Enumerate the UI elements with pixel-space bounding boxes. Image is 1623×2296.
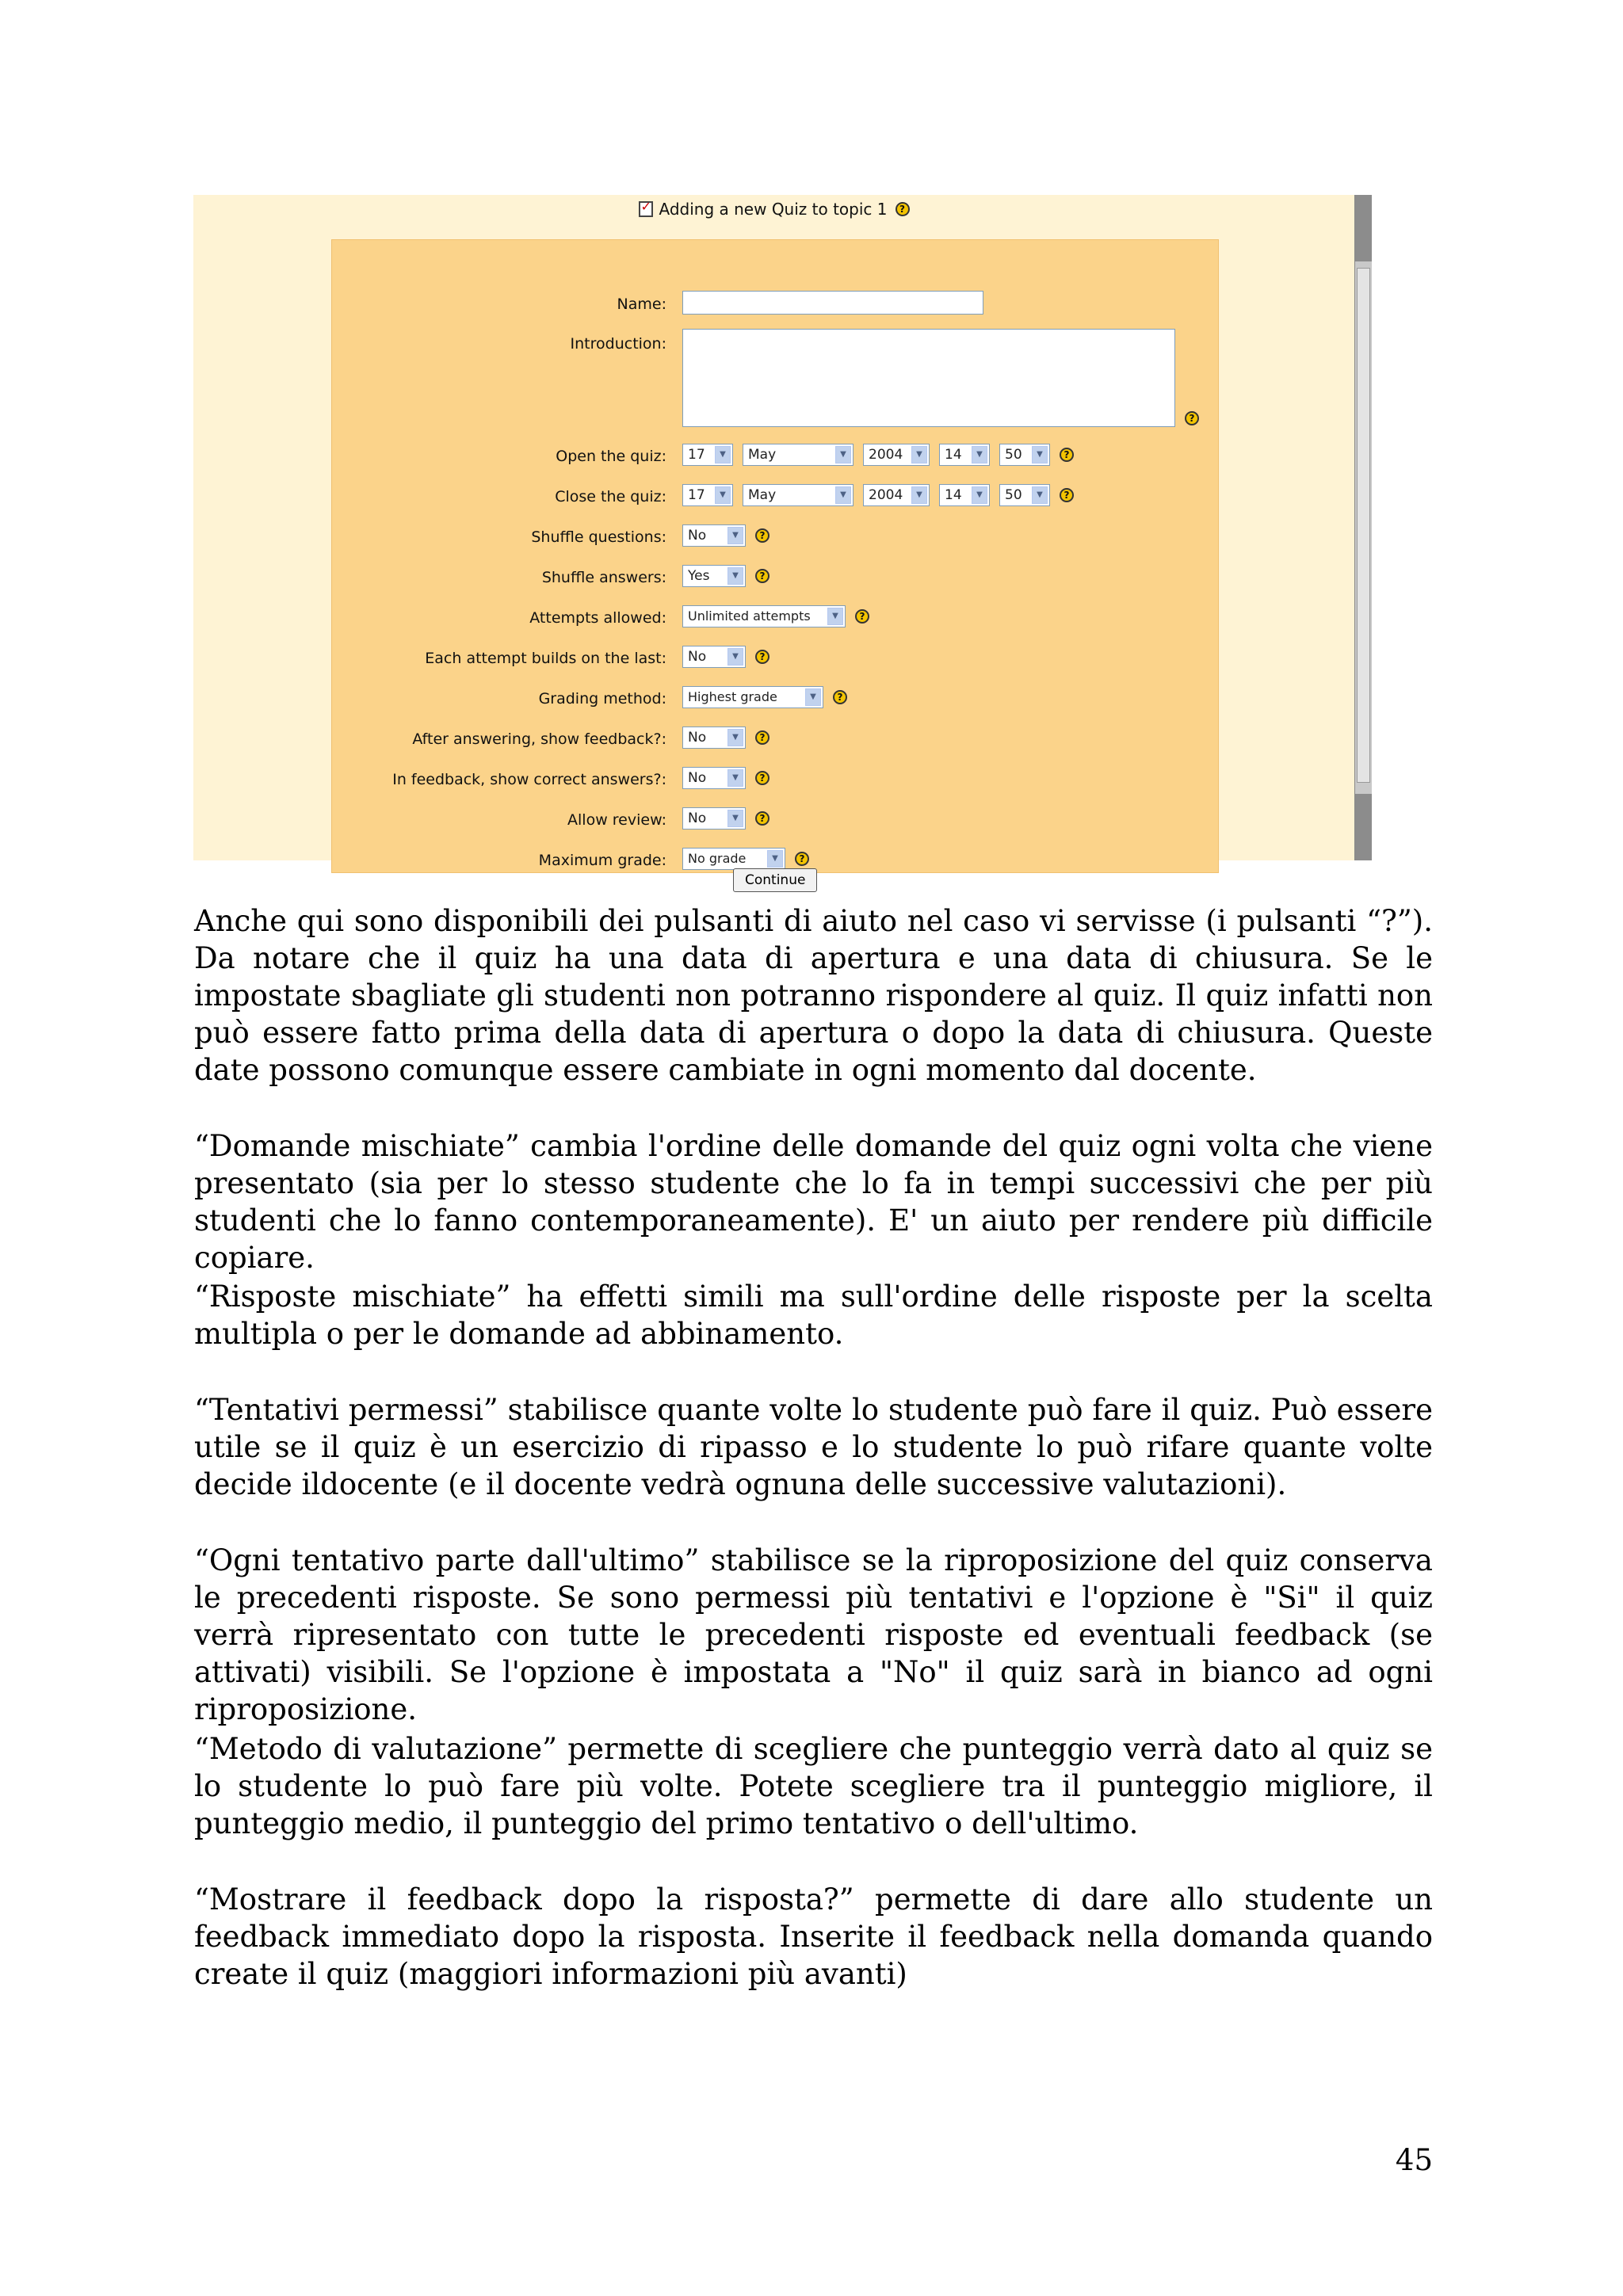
row-open-quiz <box>332 441 1218 468</box>
help-icon[interactable]: ? <box>1060 488 1074 502</box>
show-correct-label: In feedback, show correct answers?: <box>392 771 666 788</box>
help-icon[interactable]: ? <box>1185 411 1199 425</box>
builds-on-last-select[interactable]: No ▼ <box>682 646 746 668</box>
shuffle-answers-label: Shuffle answers: <box>541 569 666 586</box>
help-icon[interactable]: ? <box>795 852 809 866</box>
quiz-icon <box>639 201 653 217</box>
introduction-label: Introduction: <box>570 335 666 353</box>
help-icon[interactable]: ? <box>755 569 769 583</box>
scrollbar[interactable] <box>1354 195 1372 860</box>
close-hour-select[interactable]: 14 ▼ <box>939 484 990 506</box>
help-icon[interactable]: ? <box>755 771 769 785</box>
row-shuffle-answers <box>332 563 1218 589</box>
open-day-select[interactable]: 17 ▼ <box>682 444 733 466</box>
allow-review-select[interactable]: No ▼ <box>682 807 746 830</box>
close-minute-select[interactable]: 50 ▼ <box>999 484 1050 506</box>
name-input[interactable] <box>682 291 983 315</box>
help-icon[interactable]: ? <box>755 811 769 826</box>
paragraph-feedback: “Mostrare il feedback dopo la risposta?” permette di dare allo studente un feedback immediato dopo la risposta. Inserite il feedback nella domanda quando create il quiz (maggiori informazioni più avanti) <box>194 1882 1433 1991</box>
show-feedback-select[interactable]: No ▼ <box>682 727 746 749</box>
help-icon[interactable]: ? <box>755 528 769 543</box>
shuffle-questions-label: Shuffle questions: <box>531 528 666 546</box>
row-close-quiz <box>332 482 1218 509</box>
continue-button[interactable]: Continue <box>733 868 817 892</box>
help-icon[interactable]: ? <box>833 690 847 704</box>
shuffle-questions-select[interactable]: No ▼ <box>682 524 746 547</box>
close-day-select[interactable]: 17 ▼ <box>682 484 733 506</box>
maximum-grade-label: Maximum grade: <box>538 852 666 869</box>
grading-method-select[interactable]: Highest grade ▼ <box>682 686 823 708</box>
help-icon[interactable]: ? <box>1060 448 1074 462</box>
name-label: Name: <box>617 296 666 313</box>
help-icon[interactable]: ? <box>755 650 769 664</box>
quiz-form-screenshot <box>193 195 1372 888</box>
help-icon[interactable]: ? <box>896 202 910 216</box>
paragraph-help-buttons: Anche qui sono disponibili dei pulsanti di aiuto nel caso vi servisse (i pulsanti “?”). Da notare che il quiz ha una data di apertura e una data di chiusura. Se le impostate sbagliate gli studenti non potranno rispondere al quiz. Il quiz infatti non può essere fatto prima della data di apertura o dopo la data di chiusura. Queste date possono comunque essere cambiate in ogni momento dal docente. <box>194 904 1433 1087</box>
paragraph-attempts: “Tentativi permessi” stabilisce quante volte lo studente può fare il quiz. Può essere utile se il quiz è un esercizio di ripasso e lo studente lo può rifare quante volte decide ildocente (e il docente vedrà ognuna delle successive valutazioni). <box>194 1393 1433 1501</box>
close-month-select[interactable]: May ▼ <box>743 484 854 506</box>
grading-method-label: Grading method: <box>538 690 666 707</box>
form-title: Adding a new Quiz to topic 1 <box>659 200 888 219</box>
row-shuffle-questions <box>332 522 1218 549</box>
help-icon[interactable]: ? <box>755 730 769 745</box>
row-grading-method <box>332 684 1218 711</box>
quiz-settings-panel <box>331 239 1219 888</box>
show-feedback-label: After answering, show feedback?: <box>412 730 666 748</box>
open-minute-select[interactable]: 50 ▼ <box>999 444 1050 466</box>
form-header <box>193 195 1354 223</box>
open-hour-select[interactable]: 14 ▼ <box>939 444 990 466</box>
show-correct-select[interactable]: No ▼ <box>682 767 746 789</box>
allow-review-label: Allow review: <box>567 811 666 829</box>
paragraph-grading-method: “Metodo di valutazione” permette di scegliere che punteggio verrà dato al quiz se lo studente lo può fare più volte. Potete scegliere tra il punteggio migliore, il punteggio medio, il punteggio del primo tentativo o dell'ultimo. <box>194 1732 1433 1840</box>
scroll-up-button[interactable] <box>1355 195 1372 261</box>
introduction-textarea[interactable] <box>682 329 1175 427</box>
row-builds-on-last <box>332 643 1218 670</box>
row-attempts <box>332 603 1218 630</box>
builds-on-last-label: Each attempt builds on the last: <box>425 650 666 667</box>
open-quiz-label: Open the quiz: <box>556 448 666 465</box>
scroll-down-button[interactable] <box>1355 794 1372 860</box>
page-number: 45 <box>1395 2143 1433 2177</box>
paragraph-builds-on-last: “Ogni tentativo parte dall'ultimo” stabilisce se la riproposizione del quiz conserva le precedenti risposte. Se sono permessi più tentativi e l'opzione è "Si" il quiz verrà ripresentato con tutte le precedenti risposte ed eventuali feedback (se attivati) visibili. Se l'opzione è impostata a "No" il quiz sarà in bianco ad ogni riproposizione. <box>194 1543 1433 1726</box>
paragraph-shuffle-answers: “Risposte mischiate” ha effetti simili ma sull'ordine delle risposte per la scelta multipla o per le domande ad abbinamento. <box>194 1280 1433 1351</box>
open-month-select[interactable]: May ▼ <box>743 444 854 466</box>
shuffle-answers-select[interactable]: Yes ▼ <box>682 565 746 587</box>
close-quiz-label: Close the quiz: <box>555 488 666 505</box>
attempts-label: Attempts allowed: <box>529 609 666 627</box>
row-allow-review <box>332 805 1218 832</box>
close-year-select[interactable]: 2004 ▼ <box>863 484 930 506</box>
help-icon[interactable]: ? <box>855 609 869 624</box>
scroll-thumb[interactable] <box>1357 268 1370 783</box>
row-introduction <box>332 329 1218 432</box>
row-show-correct <box>332 765 1218 791</box>
maximum-grade-select[interactable]: No grade ▼ <box>682 848 785 870</box>
row-show-feedback <box>332 724 1218 751</box>
paragraph-shuffle-questions: “Domande mischiate” cambia l'ordine delle domande del quiz ogni volta che viene presentato (sia per lo stesso studente che lo fa in tempi successivi che per più studenti che lo fanno contemporaneamente). E' un aiuto per rendere più difficile copiare. <box>194 1129 1433 1275</box>
open-year-select[interactable]: 2004 ▼ <box>863 444 930 466</box>
row-name <box>332 289 1218 316</box>
attempts-select[interactable]: Unlimited attempts ▼ <box>682 605 846 627</box>
